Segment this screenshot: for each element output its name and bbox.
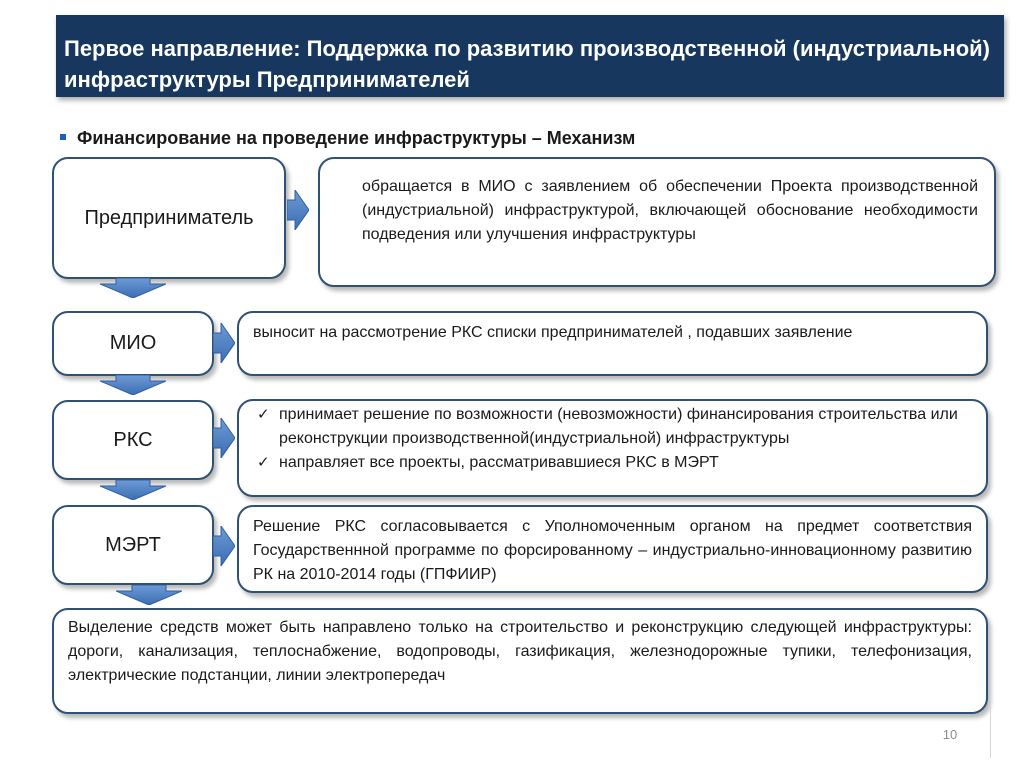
slide-header: [56, 15, 1004, 97]
square-bullet-icon: [60, 134, 66, 140]
rks-item-2: [253, 451, 972, 475]
actor-label-rks: РКС: [113, 428, 153, 451]
description-box-mert: [237, 505, 988, 593]
right-arrow-icon: [287, 190, 309, 230]
rks-item-1-text: принимает решение по возможности (невозможности) финансирования строительства или реконструкции производственной(индустриальной) инфраструктуры: [279, 406, 958, 447]
down-arrow-icon: [116, 585, 182, 605]
check-mark-icon: ✓: [257, 454, 270, 471]
down-arrow-icon: [100, 375, 166, 395]
rks-item-2-text: направляет все проекты, рассматривавшиеся РКС в МЭРТ: [279, 454, 719, 471]
description-text-mio: выносит на рассмотрение РКС списки предпринимателей , подавших заявление: [253, 324, 853, 341]
actor-box-rks: [52, 400, 214, 480]
right-arrow-icon: [213, 526, 235, 566]
slide-title: Первое направление: Поддержка по развитию производственной (индустриальной) инфраструктуры Предпринимателей: [64, 36, 990, 92]
actor-label-mio: МИО: [109, 332, 157, 354]
right-arrow-icon: [213, 418, 235, 458]
check-mark-icon: ✓: [257, 406, 270, 423]
right-arrow-icon: [213, 323, 235, 363]
down-arrow-icon: [100, 278, 166, 298]
description-box-rks: [237, 399, 988, 497]
description-text-mert: Решение РКС согласовывается с Уполномоченным органом на предмет соответствия Государственнной программе по форсированному – индустриально-инновационному развитию РК на 2010-2014 годы (ГПФИИР): [253, 518, 972, 583]
conclusion-text: Выделение средств может быть направлено только на строительство и реконструкцию следующей инфраструктуры: дороги, канализация, теплоснабжение, водопроводы, газификация, железнодорожные тупики, телефонизация, электрические подстанции, линии электропередач: [68, 619, 972, 684]
description-box-entrepreneur: [318, 157, 996, 287]
actor-label-entrepreneur: Предприниматель: [84, 206, 254, 229]
description-box-mio: [237, 311, 988, 376]
footer-divider: [990, 706, 991, 758]
actor-box-mert: [52, 505, 214, 585]
rks-item-1: [253, 403, 972, 451]
slide-subtitle: Финансирование на проведение инфраструктуры – Механизм: [77, 128, 636, 148]
down-arrow-icon: [100, 480, 166, 500]
actor-label-mert: МЭРТ: [105, 533, 161, 556]
conclusion-box: [52, 608, 988, 714]
actor-box-mio: [52, 311, 214, 376]
description-text-entrepreneur: обращается в МИО с заявлением об обеспечении Проекта производственной (индустриальной) инфраструктурой, включающей обоснование необходимости подведения или улучшения инфраструктуры: [362, 178, 978, 243]
page-number: 10: [942, 727, 958, 742]
actor-box-entrepreneur: [52, 157, 286, 279]
